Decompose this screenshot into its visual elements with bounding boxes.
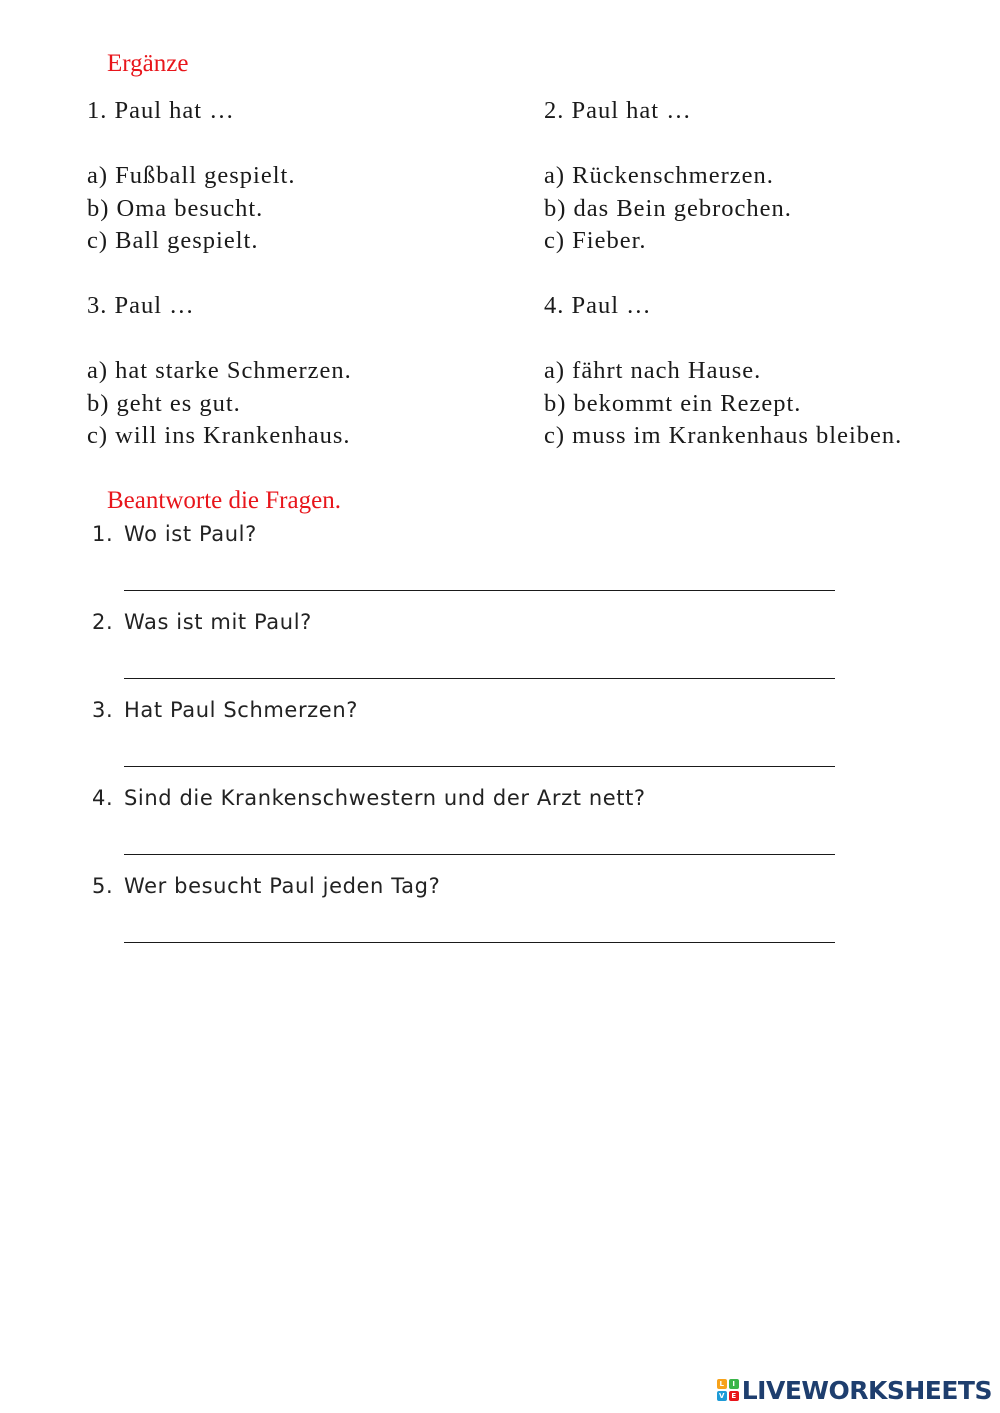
question-number: 3. xyxy=(92,698,114,722)
logo-mark-tile: I xyxy=(729,1379,739,1389)
mc-option-b[interactable]: b) Oma besucht. xyxy=(87,194,264,222)
mc-option-c[interactable]: c) will ins Krankenhaus. xyxy=(87,422,351,449)
mc-option-c[interactable]: c) Fieber. xyxy=(544,227,647,254)
mc-option-b[interactable]: b) das Bein gebrochen. xyxy=(544,194,792,222)
open-question-2 xyxy=(92,609,312,635)
answer-line-1[interactable] xyxy=(124,590,835,591)
open-question-5 xyxy=(92,873,440,899)
open-question-4 xyxy=(92,785,646,811)
mc-question-stem: 4. Paul … xyxy=(544,292,652,319)
section-heading-beantworte: Beantworte die Fragen. xyxy=(107,487,341,514)
mc-question-stem: 1. Paul hat … xyxy=(87,97,235,124)
question-text: Wer besucht Paul jeden Tag? xyxy=(124,874,441,898)
question-number: 4. xyxy=(92,786,114,810)
answer-line-2[interactable] xyxy=(124,678,835,679)
question-text: Hat Paul Schmerzen? xyxy=(124,698,358,722)
open-question-3 xyxy=(92,697,358,723)
mc-option-a[interactable]: a) hat starke Schmerzen. xyxy=(87,357,352,384)
mc-question-stem: 3. Paul … xyxy=(87,292,195,319)
mc-option-c[interactable]: c) muss im Krankenhaus bleiben. xyxy=(544,422,903,449)
mc-option-b[interactable]: b) geht es gut. xyxy=(87,389,241,417)
mc-question-1 xyxy=(87,95,295,258)
logo-mark-tile: E xyxy=(729,1391,739,1401)
answer-line-5[interactable] xyxy=(124,942,835,943)
liveworksheets-logo-icon xyxy=(717,1379,739,1401)
mc-option-c[interactable]: c) Ball gespielt. xyxy=(87,227,259,254)
section-heading-erganze: Ergänze xyxy=(107,50,189,77)
logo-mark-tile: L xyxy=(717,1379,727,1389)
open-question-1 xyxy=(92,521,257,547)
question-number: 1. xyxy=(92,522,114,546)
mc-question-3 xyxy=(87,290,352,453)
logo-text: LIVEWORKSHEETS xyxy=(741,1375,992,1405)
mc-option-a[interactable]: a) fährt nach Hause. xyxy=(544,357,762,384)
question-text: Sind die Krankenschwestern und der Arzt nett? xyxy=(124,786,646,810)
logo-mark-tile: V xyxy=(717,1391,727,1401)
mc-option-a[interactable]: a) Fußball gespielt. xyxy=(87,162,296,189)
mc-question-stem: 2. Paul hat … xyxy=(544,97,692,124)
mc-option-a[interactable]: a) Rückenschmerzen. xyxy=(544,162,774,189)
question-text: Wo ist Paul? xyxy=(124,522,257,546)
liveworksheets-logo xyxy=(717,1375,992,1405)
answer-line-3[interactable] xyxy=(124,766,835,767)
question-number: 5. xyxy=(92,874,114,898)
mc-question-2 xyxy=(544,95,792,258)
mc-option-b[interactable]: b) bekommt ein Rezept. xyxy=(544,389,802,417)
mc-question-4 xyxy=(544,290,902,453)
question-number: 2. xyxy=(92,610,114,634)
answer-line-4[interactable] xyxy=(124,854,835,855)
question-text: Was ist mit Paul? xyxy=(124,610,312,634)
